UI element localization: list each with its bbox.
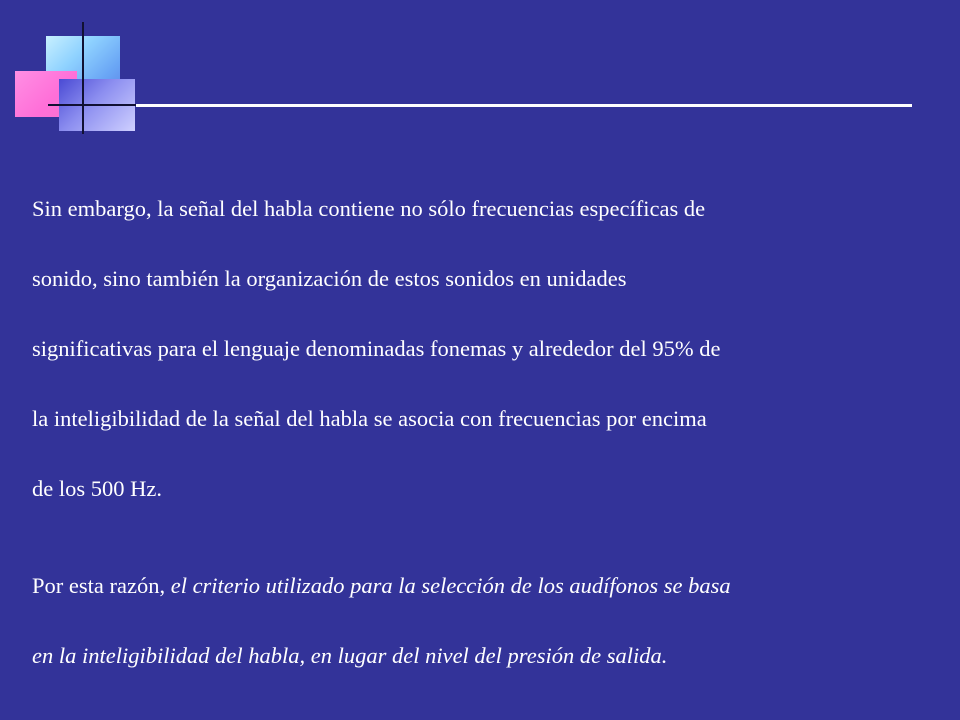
decor-vertical-line	[82, 22, 84, 134]
paragraph-2-lead: Por esta razón,	[32, 573, 171, 598]
paragraph-1-line: la inteligibilidad de la señal del habla se asocia con frecuencias por encima	[32, 406, 707, 431]
paragraph-1-line: de los 500 Hz.	[32, 476, 162, 501]
paragraph-1-line: sonido, sino también la organización de estos sonidos en unidades	[32, 266, 627, 291]
paragraph-1-line: Sin embargo, la señal del habla contiene no sólo frecuencias específicas de	[32, 196, 706, 221]
title-rule	[136, 104, 912, 107]
decor-horizontal-line-dark	[48, 104, 136, 106]
paragraph-2	[32, 551, 947, 691]
paragraph-2-emphasis-line-1: el criterio utilizado para la selección de los audífonos se basa	[170, 573, 731, 598]
paragraph-1	[32, 174, 942, 524]
paragraph-1-line: significativas para el lenguaje denominadas fonemas y alrededor del 95% de	[32, 336, 721, 361]
paragraph-2-emphasis-line-2: en la inteligibilidad del habla, en lugar del nivel del presión de salida.	[32, 643, 668, 668]
title-decoration	[0, 0, 960, 140]
